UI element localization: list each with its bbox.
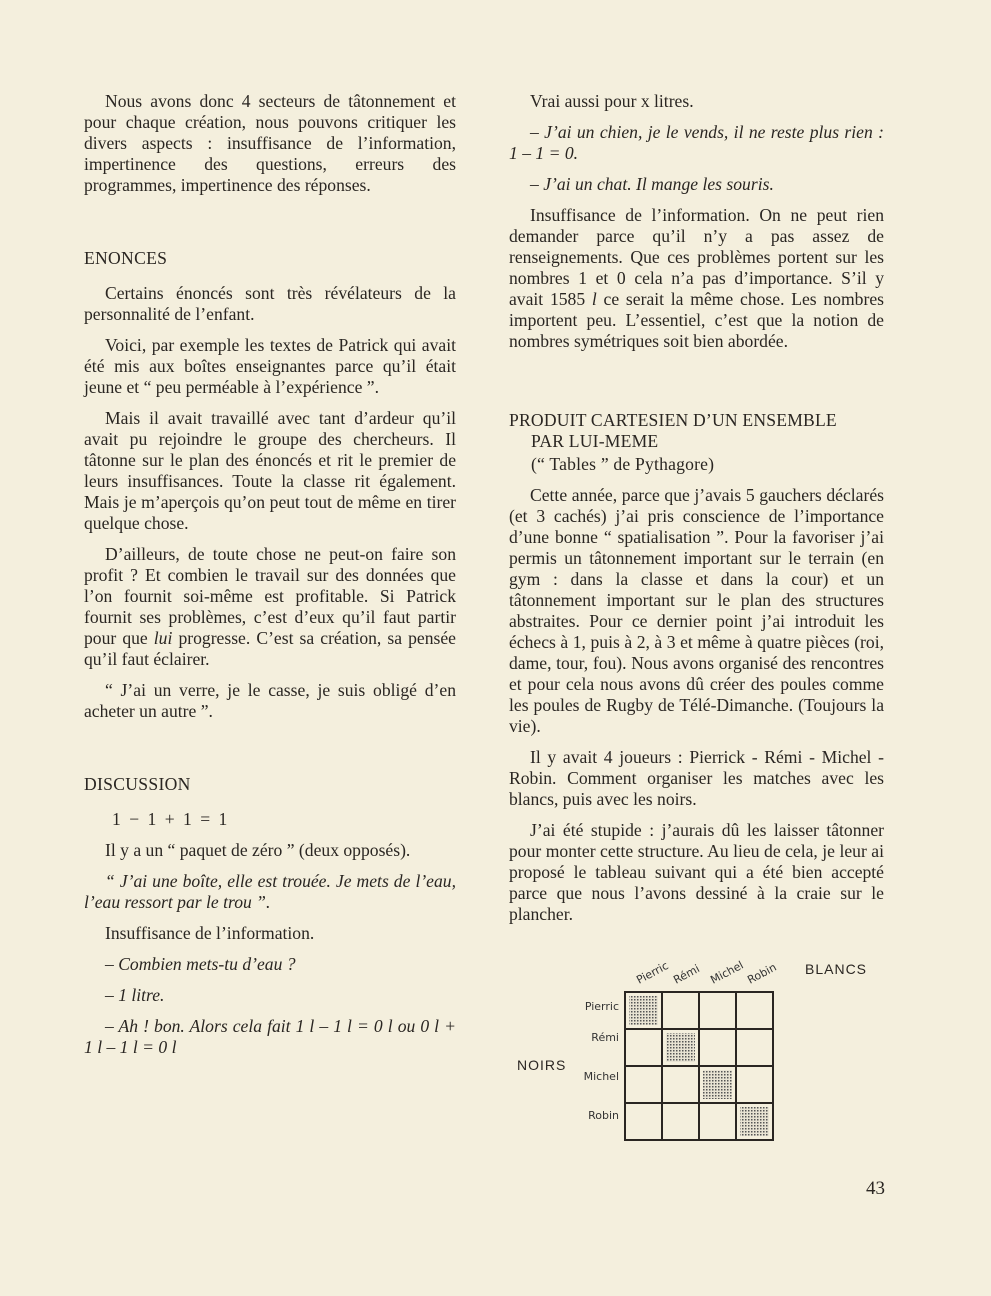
- row-label: Robin: [588, 1109, 619, 1122]
- equation: 1 − 1 + 1 = 1: [112, 809, 230, 829]
- dialogue-line: – Combien mets-tu d’eau ?: [105, 954, 296, 974]
- paragraph: Certains énoncés sont très révélateurs de la personnalité de l’enfant.: [84, 283, 456, 324]
- paragraph: Mais il avait travaillé avec tant d’ardeur qu’il avait pu rejoindre le groupe des chercheurs. Il tâtonne sur le plan des énoncés et rit le premier de leurs insuffisances. Toute la classe rit également. Mais je m’aperçois qu’on peut tout de même en tirer quelque chose.: [84, 408, 456, 533]
- paragraph: Nous avons donc 4 secteurs de tâtonnement et pour chaque création, nous pouvons critiquer les divers aspects : insuffisance de l’information, impertinence des questions, erreurs des programmes, impertinence des réponses.: [84, 91, 456, 195]
- table-cell: [662, 1066, 699, 1103]
- section-heading-enonces: ENONCES: [84, 248, 168, 268]
- paragraph: Il y a un “ paquet de zéro ” (deux opposés).: [105, 840, 411, 860]
- column-label: Pierric: [634, 959, 671, 987]
- table-cell: [662, 992, 699, 1029]
- shaded-cell: [703, 1070, 732, 1099]
- column-label: Michel: [708, 958, 746, 987]
- dialogue-line: – J’ai un chien, je le vends, il ne reste plus rien : 1 – 1 = 0.: [509, 122, 884, 163]
- paragraph: Vrai aussi pour x litres.: [530, 91, 694, 111]
- paragraph: Insuffisance de l’information. On ne peut rien demander parce qu’il n’y a pas assez de renseignements. Que ces problèmes portent sur les nombres 1 et 0 cela n’a pas d’importance. S’il y avait 1585 l ce serait la même chose. Les nombres importent peu. L’essentiel, c’est que la notion de nombres symétriques soit bien abordée.: [509, 205, 884, 351]
- noirs-label: NOIRS: [517, 1057, 567, 1073]
- section-heading-discussion: DISCUSSION: [84, 774, 191, 794]
- right-column: [509, 91, 884, 935]
- shaded-cell: [629, 996, 658, 1025]
- paragraph: J’ai été stupide : j’aurais dû les laisser tâtonner pour monter cette structure. Au lieu de cela, je leur ai proposé le tableau suivant qui a été bien accepté parce que nous l’avons dessiné à la craie sur le plancher.: [509, 820, 884, 924]
- page-number: 43: [866, 1178, 885, 1199]
- paragraph: Insuffisance de l’information.: [105, 923, 315, 943]
- left-column: [84, 91, 456, 1068]
- table-cell: [625, 1029, 662, 1066]
- table-cell: [662, 1103, 699, 1140]
- paragraph: Voici, par exemple les textes de Patrick qui avait été mis aux boîtes enseignantes parce qu’il était jeune et “ peu perméable à l’expérience ”.: [84, 335, 456, 397]
- column-label: Robin: [745, 960, 779, 987]
- paragraph: Il y avait 4 joueurs : Pierrick - Rémi - Michel - Robin. Comment organiser les matches avec les blancs, puis avec les noirs.: [509, 747, 884, 809]
- table-cell: [736, 1029, 773, 1066]
- row-label: Michel: [583, 1070, 619, 1083]
- table-cell: [625, 1066, 662, 1103]
- dialogue-line: – 1 litre.: [105, 985, 165, 1005]
- table-svg: [505, 948, 895, 1148]
- table-cell: [736, 1066, 773, 1103]
- dialogue-line: – J’ai un chat. Il mange les souris.: [530, 174, 774, 194]
- row-label: Rémi: [591, 1031, 619, 1044]
- heading-line: PAR LUI-MEME: [531, 431, 659, 451]
- column-label: Rémi: [671, 962, 702, 987]
- heading-line: PRODUIT CARTESIEN D’UN ENSEMBLE: [509, 410, 837, 430]
- column-labels: [634, 959, 778, 987]
- pythagoras-table-figure: [505, 948, 895, 1148]
- row-label: Pierric: [584, 1000, 619, 1013]
- table-cell: [699, 1103, 736, 1140]
- shaded-cell: [666, 1033, 695, 1062]
- table-cell: [736, 992, 773, 1029]
- heading-subtitle: (“ Tables ” de Pythagore): [531, 454, 715, 474]
- quote-paragraph: “ J’ai une boîte, elle est trouée. Je mets de l’eau, l’eau ressort par le trou ”.: [84, 871, 456, 912]
- table-cell: [699, 1029, 736, 1066]
- section-heading-produit: [509, 410, 884, 475]
- shaded-cell: [740, 1107, 769, 1136]
- grid: [625, 992, 773, 1140]
- table-cell: [699, 992, 736, 1029]
- dialogue-line: – Ah ! bon. Alors cela fait 1 l – 1 l = 0 l ou 0 l + 1 l – 1 l = 0 l: [84, 1016, 456, 1057]
- table-cell: [625, 1103, 662, 1140]
- blancs-label: BLANCS: [805, 961, 868, 977]
- row-labels: [584, 1000, 619, 1122]
- quote-paragraph: “ J’ai un verre, je le casse, je suis obligé d’en acheter un autre ”.: [84, 680, 456, 721]
- paragraph: D’ailleurs, de toute chose ne peut-on faire son profit ? Et combien le travail sur des données que l’on fournit soi-même est profitable. Si Patrick fournit ses problèmes, c’est d’eux qu’il faut partir pour que lui progresse. C’est sa création, sa pensée qu’il faut éclairer.: [84, 544, 456, 669]
- paragraph: Cette année, parce que j’avais 5 gauchers déclarés (et 3 cachés) j’ai pris conscience de l’importance d’une bonne “ spatialisation ”. Pour la favoriser j’ai permis un tâtonnement important sur le terrain (en gym : dans la classe et dans la cour) et un tâtonnement important sur le plan des structures abstraites. Pour ce dernier point j’ai introduit les échecs à 1, puis à 2, à 3 et même à quatre pièces (roi, dame, tour, fou). Nous avons organisé des rencontres et pour cela nous avons dû créer des poules comme les poules de Rugby de Télé-Dimanche. (Toujours la vie).: [509, 485, 884, 736]
